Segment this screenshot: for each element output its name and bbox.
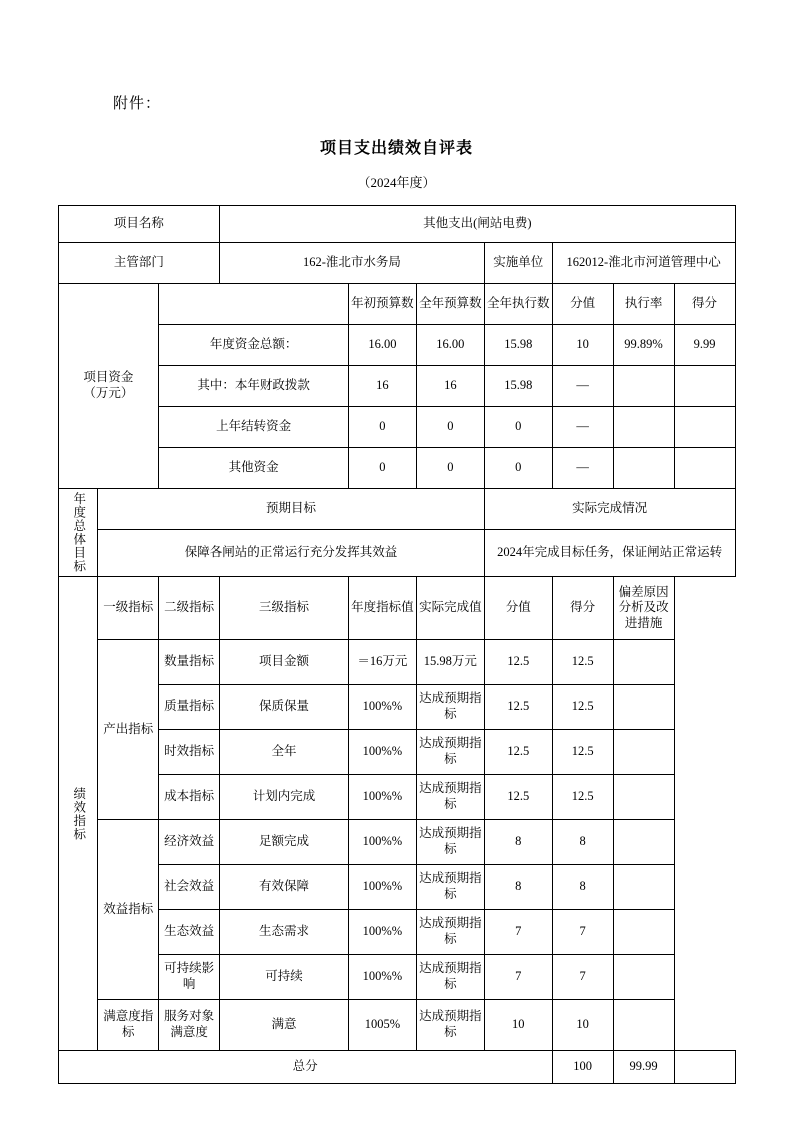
table-row (58, 407, 735, 448)
indicator-target: 100%% (348, 820, 416, 865)
indicator-level3: 足额完成 (220, 820, 349, 865)
fund-row-budget: 0 (416, 407, 484, 448)
indicator-score: 8 (552, 865, 613, 910)
dept-value: 162-淮北市水务局 (220, 243, 485, 284)
indicator-score: 7 (552, 910, 613, 955)
table-row (58, 530, 735, 577)
table-row (58, 489, 735, 530)
table-row (58, 865, 735, 910)
indicator-level1: 效益指标 (98, 820, 159, 1000)
indicator-actual: 达成预期指标 (416, 775, 484, 820)
indicator-note (613, 640, 674, 685)
page-subtitle: （2024年度） (357, 175, 436, 190)
table-row (58, 243, 735, 284)
indicator-level3: 全年 (220, 730, 349, 775)
total-score-value: 100 (552, 1051, 613, 1084)
fund-row-exec: 0 (484, 407, 552, 448)
indicator-level3: 满意 (220, 1000, 349, 1051)
table-row (58, 206, 735, 243)
table-row (58, 640, 735, 685)
fund-row-begin: 16 (348, 366, 416, 407)
fund-row-begin: 16.00 (348, 325, 416, 366)
indicator-target: 1005% (348, 1000, 416, 1051)
fund-row-rate (613, 448, 674, 489)
indicator-score: 12.5 (552, 730, 613, 775)
indicator-score-value: 12.5 (484, 685, 552, 730)
indicator-col-note: 偏差原因分析及改进措施 (613, 577, 674, 640)
indicator-actual: 达成预期指标 (416, 910, 484, 955)
indicator-score-value: 7 (484, 955, 552, 1000)
indicator-level2: 时效指标 (159, 730, 220, 775)
fund-row-score (674, 448, 735, 489)
indicator-actual: 15.98万元 (416, 640, 484, 685)
dept-label: 主管部门 (58, 243, 220, 284)
table-row (58, 366, 735, 407)
indicator-col-score: 得分 (552, 577, 613, 640)
project-name-label: 项目名称 (58, 206, 220, 243)
fund-row-exec: 0 (484, 448, 552, 489)
fund-row-budget: 0 (416, 448, 484, 489)
indicator-note (613, 910, 674, 955)
indicator-note (613, 820, 674, 865)
indicator-level2: 社会效益 (159, 865, 220, 910)
indicator-level3: 有效保障 (220, 865, 349, 910)
indicator-note (613, 685, 674, 730)
fund-row-score (674, 407, 735, 448)
indicator-score-value: 8 (484, 820, 552, 865)
table-row (58, 448, 735, 489)
indicator-note (613, 1000, 674, 1051)
indicator-score: 7 (552, 955, 613, 1000)
indicator-level2: 经济效益 (159, 820, 220, 865)
indicator-score-value: 8 (484, 865, 552, 910)
indicator-score: 12.5 (552, 640, 613, 685)
indicator-col-actual: 实际完成值 (416, 577, 484, 640)
indicator-col-level2: 二级指标 (159, 577, 220, 640)
col-year-budget: 全年预算数 (416, 284, 484, 325)
indicator-actual: 达成预期指标 (416, 865, 484, 910)
fund-row-exec: 15.98 (484, 325, 552, 366)
actual-goal-header: 实际完成情况 (484, 489, 735, 530)
indicator-target: 100%% (348, 955, 416, 1000)
indicator-target: 100%% (348, 775, 416, 820)
indicator-note (613, 730, 674, 775)
fund-row-name: 其他资金 (159, 448, 349, 489)
indicator-note (613, 865, 674, 910)
fund-row-begin: 0 (348, 448, 416, 489)
fund-row-budget: 16 (416, 366, 484, 407)
fund-row-name: 年度资金总额： (159, 325, 349, 366)
annual-goal-label: 年度总体目标 (58, 489, 98, 577)
fund-row-exec: 15.98 (484, 366, 552, 407)
indicator-target: 100%% (348, 685, 416, 730)
indicator-target: ＝16万元 (348, 640, 416, 685)
indicator-actual: 达成预期指标 (416, 820, 484, 865)
indicator-level2: 成本指标 (159, 775, 220, 820)
indicator-score-value: 12.5 (484, 775, 552, 820)
indicator-note (613, 955, 674, 1000)
indicator-level3: 计划内完成 (220, 775, 349, 820)
col-year-exec: 全年执行数 (484, 284, 552, 325)
fund-row-name: 其中：本年财政拨款 (159, 366, 349, 407)
fund-row-score-value: — (552, 407, 613, 448)
total-label: 总分 (58, 1051, 552, 1084)
table-row (58, 955, 735, 1000)
fund-row-name: 上年结转资金 (159, 407, 349, 448)
indicator-level2: 可持续影响 (159, 955, 220, 1000)
table-row (58, 820, 735, 865)
col-begin-budget: 年初预算数 (348, 284, 416, 325)
indicator-actual: 达成预期指标 (416, 955, 484, 1000)
fund-row-budget: 16.00 (416, 325, 484, 366)
fund-row-score (674, 366, 735, 407)
indicator-actual: 达成预期指标 (416, 730, 484, 775)
funds-label-line2: （万元） (83, 386, 134, 400)
fund-row-begin: 0 (348, 407, 416, 448)
indicator-score: 12.5 (552, 775, 613, 820)
indicator-col-level1: 一级指标 (98, 577, 159, 640)
indicator-col-level3: 三级指标 (220, 577, 349, 640)
indicator-level3: 生态需求 (220, 910, 349, 955)
indicator-level3: 项目金额 (220, 640, 349, 685)
fund-row-rate (613, 407, 674, 448)
performance-label: 绩效指标 (58, 577, 98, 1051)
project-name-value: 其他支出(闸站电费) (220, 206, 735, 243)
indicator-level3: 可持续 (220, 955, 349, 1000)
indicator-score: 12.5 (552, 685, 613, 730)
expected-goal-text: 保障各闸站的正常运行充分发挥其效益 (98, 530, 485, 577)
total-score: 99.99 (613, 1051, 674, 1084)
total-note (674, 1051, 735, 1084)
col-score: 得分 (674, 284, 735, 325)
indicator-actual: 达成预期指标 (416, 1000, 484, 1051)
indicator-col-score-value: 分值 (484, 577, 552, 640)
indicator-target: 100%% (348, 730, 416, 775)
col-exec-rate: 执行率 (613, 284, 674, 325)
table-row (58, 577, 735, 640)
attachment-label: 附件： (113, 96, 162, 112)
indicator-note (613, 775, 674, 820)
indicator-level1: 产出指标 (98, 640, 159, 820)
indicator-level2: 生态效益 (159, 910, 220, 955)
col-score-value: 分值 (552, 284, 613, 325)
fund-row-score: 9.99 (674, 325, 735, 366)
fund-row-score-value: — (552, 448, 613, 489)
expected-goal-header: 预期目标 (98, 489, 485, 530)
table-row (58, 910, 735, 955)
indicator-level2: 质量指标 (159, 685, 220, 730)
unit-label: 实施单位 (484, 243, 552, 284)
indicator-score: 8 (552, 820, 613, 865)
indicator-score: 10 (552, 1000, 613, 1051)
funds-label (58, 284, 159, 489)
actual-goal-text: 2024年完成目标任务，保证闸站正常运转 (484, 530, 735, 577)
performance-self-evaluation-table (58, 205, 736, 1084)
table-row (58, 685, 735, 730)
indicator-score-value: 12.5 (484, 730, 552, 775)
indicator-col-target: 年度指标值 (348, 577, 416, 640)
page-title: 项目支出绩效自评表 (319, 140, 473, 157)
fund-row-score-value: — (552, 366, 613, 407)
fund-row-rate (613, 366, 674, 407)
table-row (58, 1051, 735, 1084)
fund-row-score-value: 10 (552, 325, 613, 366)
indicator-level2: 数量指标 (159, 640, 220, 685)
indicator-target: 100%% (348, 865, 416, 910)
funds-label-line1: 项目资金 (83, 370, 134, 385)
indicator-level1: 满意度指标 (98, 1000, 159, 1051)
table-row (58, 730, 735, 775)
table-row (58, 325, 735, 366)
indicator-level2: 服务对象满意度 (159, 1000, 220, 1051)
table-row (58, 284, 735, 325)
indicator-target: 100%% (348, 910, 416, 955)
table-row (58, 1000, 735, 1051)
table-row (58, 775, 735, 820)
indicator-score-value: 12.5 (484, 640, 552, 685)
unit-value: 162012-淮北市河道管理中心 (552, 243, 735, 284)
indicator-score-value: 10 (484, 1000, 552, 1051)
indicator-level3: 保质保量 (220, 685, 349, 730)
indicator-score-value: 7 (484, 910, 552, 955)
fund-row-rate: 99.89% (613, 325, 674, 366)
funds-blank-cell (159, 284, 349, 325)
indicator-actual: 达成预期指标 (416, 685, 484, 730)
